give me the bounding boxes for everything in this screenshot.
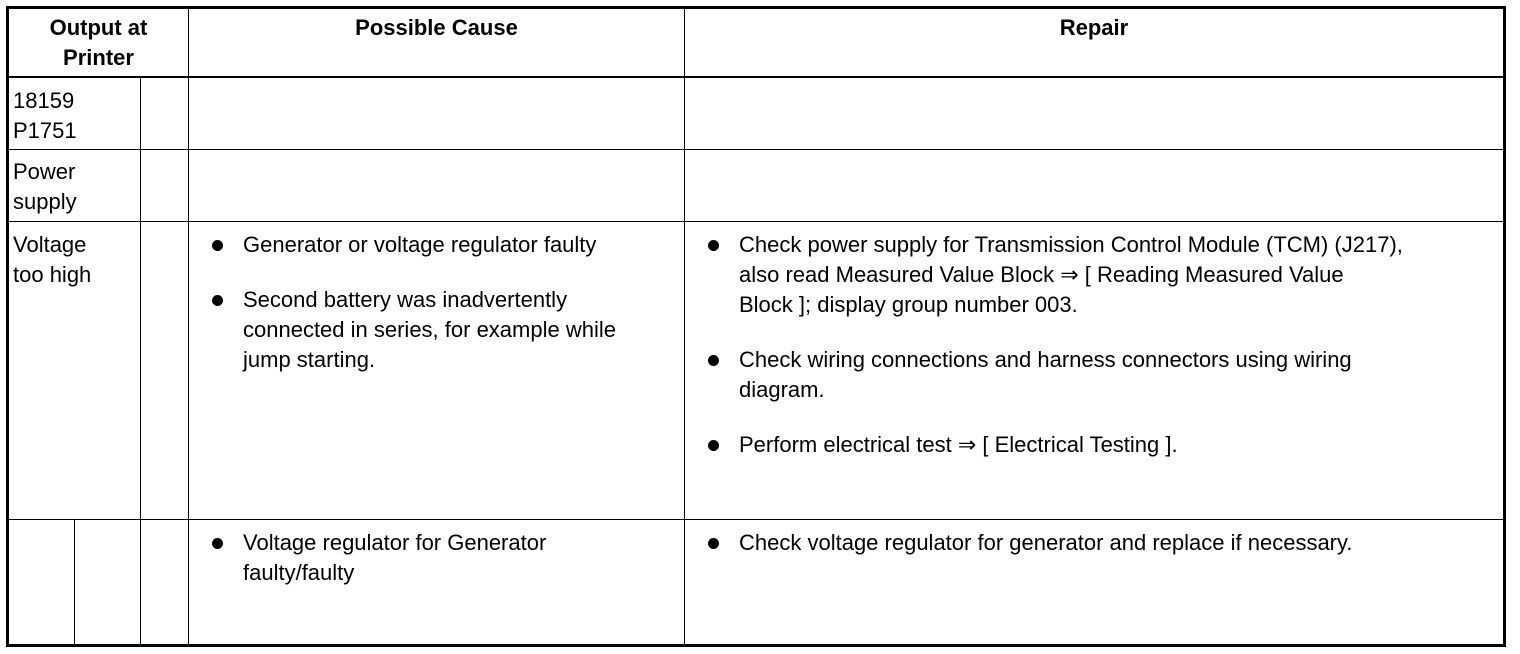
bullet-icon	[708, 240, 719, 251]
header-divider	[6, 76, 1506, 78]
repair-item	[708, 430, 1178, 460]
row-divider	[6, 221, 1506, 222]
repair-text: Perform electrical test ⇒ [ Electrical Testing ].	[739, 432, 1178, 457]
cause-item	[212, 528, 546, 588]
cause-item	[212, 285, 616, 375]
bullet-icon	[212, 295, 223, 306]
repair-text: Check voltage regulator for generator and replace if necessary.	[739, 530, 1353, 555]
output-code: P1751	[13, 118, 77, 143]
cause-text: faulty/faulty	[243, 560, 355, 585]
repair-text: Block ]; display group number 003.	[739, 292, 1078, 317]
cause-text: Voltage regulator for Generator	[243, 530, 547, 555]
column-divider	[74, 520, 75, 647]
row-divider	[6, 149, 1506, 150]
repair-item	[708, 230, 1403, 320]
cause-item	[212, 230, 596, 260]
header-output-line1: Output at	[49, 15, 148, 40]
column-divider	[188, 6, 189, 647]
cause-text: Generator or voltage regulator faulty	[243, 232, 597, 257]
repair-text: Check wiring connections and harness connectors using wiring	[739, 347, 1352, 372]
cause-text: Second battery was inadvertently	[243, 287, 568, 312]
cause-text: connected in series, for example while	[243, 317, 616, 342]
header-possible-cause: Possible Cause	[355, 15, 518, 40]
repair-item	[708, 345, 1352, 405]
repair-item	[708, 528, 1353, 558]
row-divider	[6, 519, 1506, 520]
bullet-icon	[708, 355, 719, 366]
column-divider	[684, 6, 685, 647]
cause-text: jump starting.	[243, 347, 376, 372]
output-label: Power	[13, 159, 76, 184]
repair-text: also read Measured Value Block ⇒ [ Reading Measured Value	[739, 262, 1344, 287]
bullet-icon	[708, 538, 719, 549]
bullet-icon	[708, 440, 719, 451]
repair-text: diagram.	[739, 377, 825, 402]
output-label: supply	[13, 189, 77, 214]
output-code: 18159	[13, 88, 75, 113]
header-output-line2: Printer	[63, 45, 134, 70]
repair-text: Check power supply for Transmission Control Module (TCM) (J217),	[739, 232, 1403, 257]
header-repair: Repair	[1059, 15, 1129, 40]
output-label: too high	[13, 262, 92, 287]
bullet-icon	[212, 538, 223, 549]
column-divider	[140, 78, 141, 647]
output-label: Voltage	[13, 232, 87, 257]
bullet-icon	[212, 240, 223, 251]
